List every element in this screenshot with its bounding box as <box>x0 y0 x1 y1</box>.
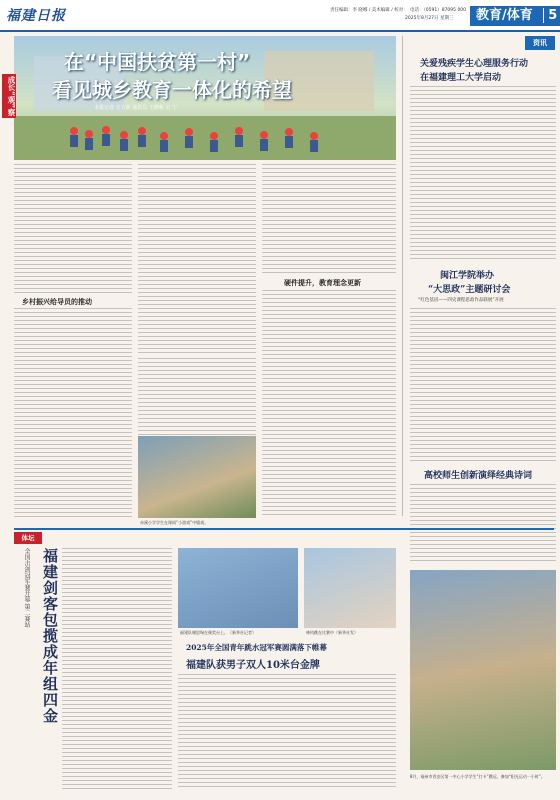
sports-photo3-caption: 8月，福州市晋安区第一中心小学学生“打卡”跳远，参加“阳光运动一小时”。 <box>410 774 545 779</box>
story2-subtitle: “红色基因——四史课程思政作品联展”开展 <box>418 298 504 303</box>
lead-photo-caption: 赤溪小学学生在课间“小游戏”中嬉戏。 <box>140 520 209 525</box>
story2-title-line1: 闽江学院举办 <box>440 271 495 281</box>
story3-body <box>410 484 556 564</box>
column-tag: 成长“观”察 <box>2 74 16 118</box>
story3-title: 高校师生创新演绎经典诗词 <box>424 471 533 481</box>
sports-headline-line1: 2025年全国青年跳水冠军赛圆满落下帷幕 <box>186 643 327 652</box>
story1-title-line1: 关爱残疾学生心理服务行动 <box>420 59 529 69</box>
sports-photo2-caption: 林钧跳在比赛中（新华社发） <box>306 630 358 635</box>
sports-body-col2 <box>178 674 396 790</box>
sports-headline-line2: 福建队获男子双人10米台金牌 <box>186 660 320 671</box>
column-divider <box>402 36 403 516</box>
story1-body <box>410 86 556 260</box>
sports-rule <box>14 528 554 530</box>
newspaper-logo: 福建日报 <box>6 8 66 24</box>
story1-title-line2: 在福建理工大学启动 <box>420 73 502 83</box>
lead-headline-line1: 在“中国扶贫第一村” <box>64 50 251 74</box>
lead-subhead-2: 硬件提升，教育理念更新 <box>284 278 361 287</box>
lead-body-col3b <box>262 290 396 518</box>
sports-tag: 体坛 <box>14 532 42 544</box>
lead-byline: 本报记者 方方新 通讯员 王晓莉 吴 宁 <box>94 105 177 111</box>
lead-body-col1 <box>14 164 132 294</box>
masthead-phone: 电话：（0591）87095 000 <box>410 8 467 13</box>
sports-vertical-subtitle: 全国击剑冠军赛开幕 第二赛站 <box>23 548 30 628</box>
sports-body-col1 <box>62 548 172 790</box>
masthead <box>0 0 560 32</box>
lead-banner <box>14 36 396 160</box>
story2-title-line2: “大思政”主题研讨会 <box>428 285 511 295</box>
sports-photo-3 <box>410 570 556 770</box>
story2-body <box>410 308 556 462</box>
lead-body-col1b <box>14 308 132 518</box>
sports-vertical-title: 福建剑客包揽成年组四金 <box>41 548 59 724</box>
sports-photo-1 <box>178 548 298 628</box>
sports-photo1-caption: 福建队谢思埸在颁奖台上。（新华社记者） <box>180 630 256 635</box>
lead-photo-2 <box>138 436 256 518</box>
lead-body-col3 <box>262 164 396 274</box>
sports-photo-2 <box>304 548 396 628</box>
news-tag: 资讯 <box>525 36 555 50</box>
lead-body-col2 <box>138 164 256 354</box>
masthead-date: 2025年8月27日 星期三 <box>405 16 454 21</box>
section-label: 教育/体育 <box>476 8 533 23</box>
masthead-editors: 责任编辑：李 晓娜 / 美术编辑 / 校对： <box>330 8 408 13</box>
lead-subhead-1: 乡村振兴给导员的推动 <box>22 297 92 306</box>
lead-headline-line2: 看见城乡教育一体化的希望 <box>52 78 292 102</box>
page-number: 5 <box>543 8 557 23</box>
section-tag <box>470 6 560 26</box>
